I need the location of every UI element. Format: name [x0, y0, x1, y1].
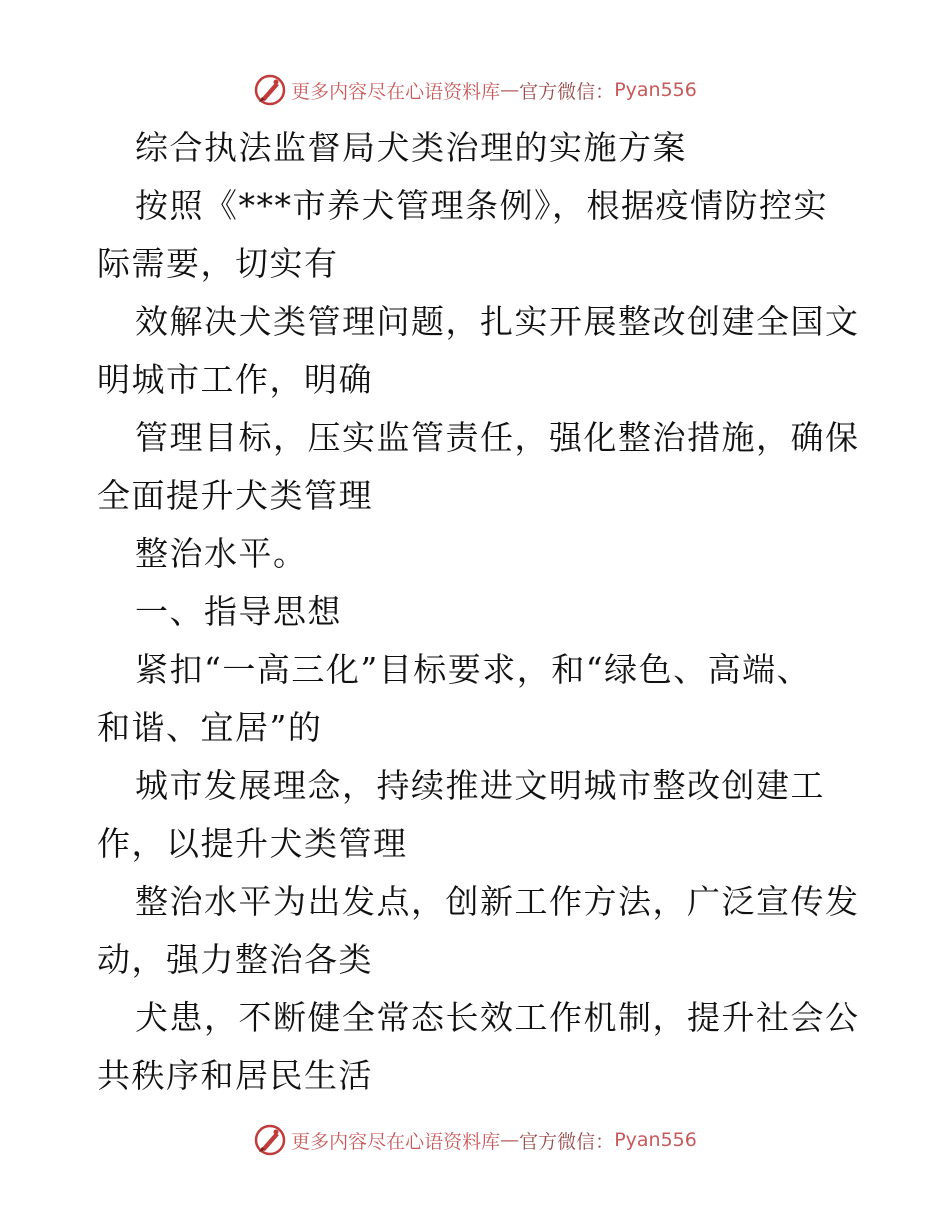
- watermark-wechat-id: Pyan556: [614, 79, 697, 101]
- paragraph-line: 管理目标，压实监管责任，强化整治措施，确保: [135, 418, 860, 457]
- paragraph-line: 按照《***市养犬管理条例》，根据疫情防控实: [135, 186, 828, 225]
- watermark-main-text: 更多内容尽在心语资料库: [291, 80, 501, 103]
- paragraph-line: 明城市工作，明确: [97, 360, 373, 399]
- header-watermark: [0, 70, 950, 110]
- watermark-wechat-label: 官方微信：: [519, 1130, 615, 1153]
- paragraph-line: 作，以提升犬类管理: [97, 824, 408, 863]
- watermark-dash: —: [500, 1129, 520, 1151]
- paragraph-line: 整治水平。: [135, 534, 308, 573]
- watermark-dash: —: [500, 79, 520, 101]
- section-heading: 一、指导思想: [135, 592, 342, 631]
- paragraph-line: 紧扣“一高三化”目标要求，和“绿色、高端、: [135, 650, 812, 689]
- paragraph-line: 动，强力整治各类: [97, 940, 373, 979]
- watermark-wechat-label: 官方微信：: [519, 80, 615, 103]
- pen-logo-icon: [253, 73, 287, 107]
- paragraph-line: 整治水平为出发点，创新工作方法，广泛宣传发: [135, 882, 860, 921]
- pen-logo-icon: [253, 1123, 287, 1157]
- paragraph-line: 全面提升犬类管理: [97, 476, 373, 515]
- paragraph-line: 共秩序和居民生活: [97, 1056, 373, 1095]
- watermark-wechat-id: Pyan556: [614, 1129, 697, 1151]
- paragraph-line: 和谐、宜居”的: [97, 708, 323, 747]
- watermark-main-text: 更多内容尽在心语资料库: [291, 1130, 501, 1153]
- paragraph-line: 城市发展理念，持续推进文明城市整改创建工: [135, 766, 825, 805]
- footer-watermark: [0, 1120, 950, 1160]
- paragraph-line: 效解决犬类管理问题，扎实开展整改创建全国文: [135, 302, 860, 341]
- document-title: 综合执法监督局犬类治理的实施方案: [135, 128, 687, 167]
- paragraph-line: 犬患，不断健全常态长效工作机制，提升社会公: [135, 998, 860, 1037]
- paragraph-line: 际需要，切实有: [97, 244, 339, 283]
